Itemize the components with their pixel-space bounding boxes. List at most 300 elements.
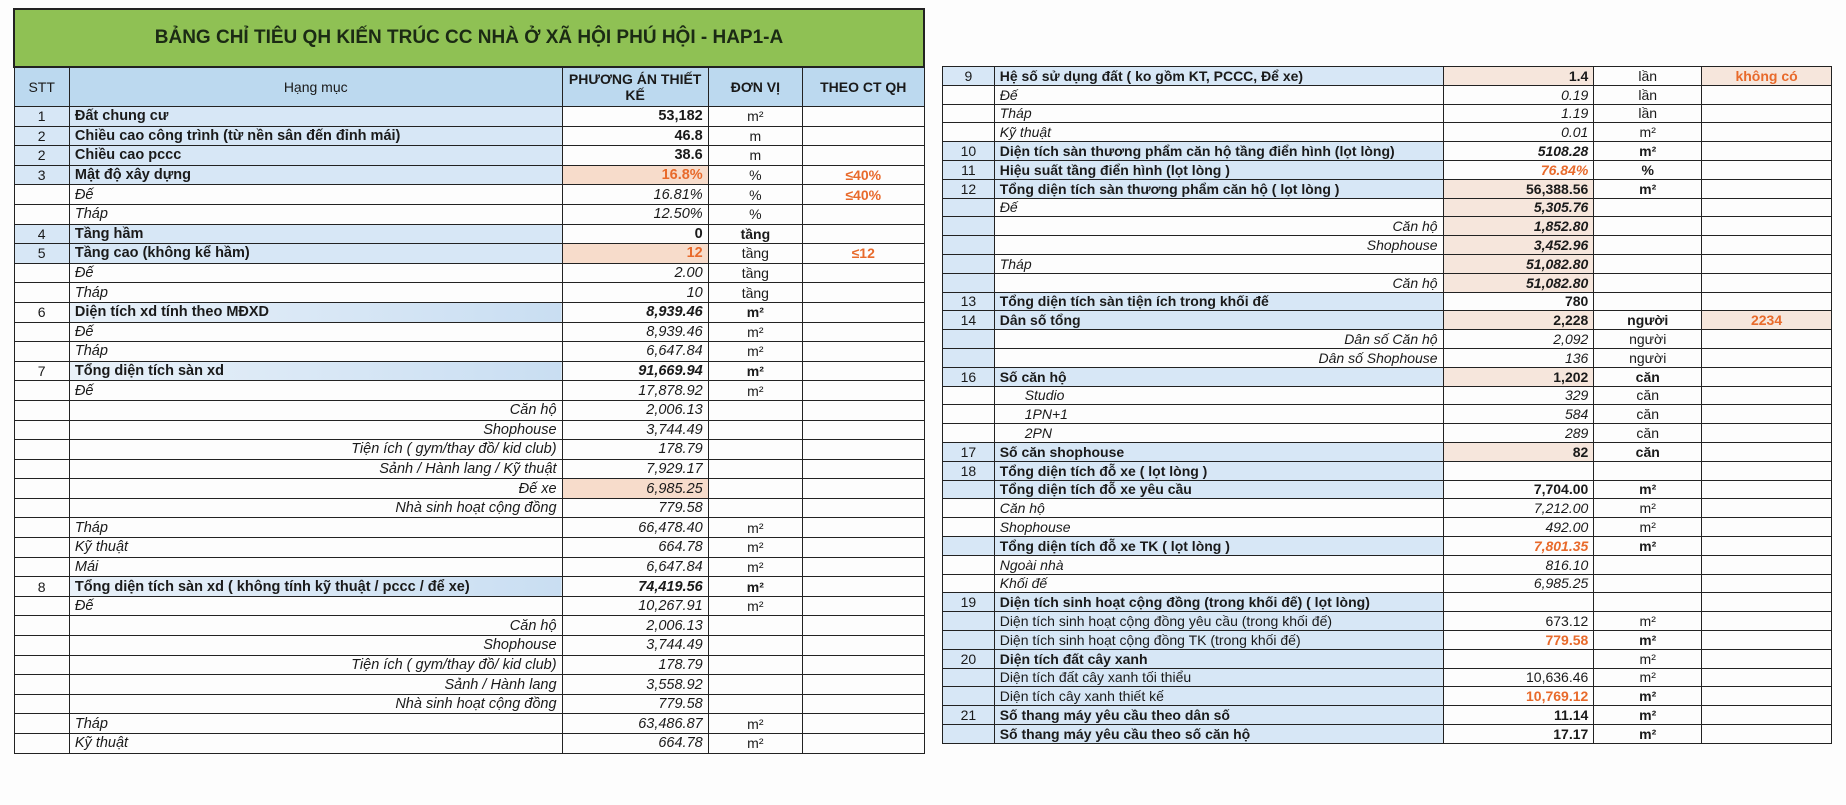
qh-cell bbox=[802, 479, 924, 499]
stt-cell: 3 bbox=[14, 165, 69, 185]
value-cell: 816.10 bbox=[1443, 555, 1594, 574]
unit-cell: m² bbox=[1594, 612, 1702, 631]
qh-cell bbox=[802, 498, 924, 518]
stt-cell bbox=[14, 440, 69, 460]
table-row bbox=[14, 361, 924, 381]
unit-cell: m² bbox=[708, 518, 802, 538]
unit-cell: m² bbox=[1594, 630, 1702, 649]
qh-cell bbox=[1702, 367, 1832, 386]
qh-cell bbox=[1702, 668, 1832, 687]
qh-cell bbox=[1702, 480, 1832, 499]
label-cell: Số căn shophouse bbox=[994, 442, 1443, 461]
value-cell: 10,267.91 bbox=[562, 596, 708, 616]
label-cell: Shophouse bbox=[69, 420, 562, 440]
qh-cell bbox=[802, 459, 924, 479]
table-row bbox=[14, 557, 924, 577]
value-cell: 289 bbox=[1443, 424, 1594, 443]
unit-cell: m² bbox=[708, 577, 802, 597]
label-cell: Studio bbox=[994, 386, 1443, 405]
value-cell: 63,486.87 bbox=[562, 714, 708, 734]
qh-cell bbox=[1702, 724, 1832, 743]
label-cell: Diện tích đất cây xanh tối thiểu bbox=[994, 668, 1443, 687]
qh-cell bbox=[802, 283, 924, 303]
stt-cell bbox=[943, 123, 995, 142]
stt-cell bbox=[943, 518, 995, 537]
unit-cell: người bbox=[1594, 348, 1702, 367]
qh-cell bbox=[802, 538, 924, 558]
table-row bbox=[943, 104, 1832, 123]
table-row bbox=[14, 459, 924, 479]
qh-cell bbox=[802, 342, 924, 362]
stt-cell bbox=[943, 273, 995, 292]
table-row bbox=[943, 292, 1832, 311]
stt-cell bbox=[14, 263, 69, 283]
unit-cell: m² bbox=[708, 107, 802, 127]
label-cell: Tổng diện tích sàn xd bbox=[69, 361, 562, 381]
label-cell: Số thang máy yêu cầu theo số căn hộ bbox=[994, 724, 1443, 743]
table-row bbox=[943, 612, 1832, 631]
header-stt: STT bbox=[14, 67, 69, 107]
unit-cell: m² bbox=[708, 557, 802, 577]
unit-cell: % bbox=[708, 165, 802, 185]
table-title: BẢNG CHỈ TIÊU QH KIẾN TRÚC CC NHÀ Ở XÃ HỘI PHÚ HỘI - HAP1-A bbox=[14, 9, 924, 67]
label-cell: Kỹ thuật bbox=[994, 123, 1443, 142]
stt-cell: 7 bbox=[14, 361, 69, 381]
label-cell: Chiều cao pccc bbox=[69, 146, 562, 166]
unit-cell: % bbox=[708, 204, 802, 224]
label-cell: Dân số Shophouse bbox=[994, 348, 1443, 367]
unit-cell bbox=[708, 479, 802, 499]
value-cell: 38.6 bbox=[562, 146, 708, 166]
label-cell: Diện tích cây xanh thiết kế bbox=[994, 687, 1443, 706]
label-cell: Tháp bbox=[69, 283, 562, 303]
qh-cell: 2234 bbox=[1702, 311, 1832, 330]
unit-cell: m² bbox=[708, 342, 802, 362]
table-row bbox=[943, 499, 1832, 518]
qh-cell: ≤40% bbox=[802, 165, 924, 185]
qh-cell bbox=[1702, 499, 1832, 518]
unit-cell: người bbox=[1594, 330, 1702, 349]
value-cell: 2,006.13 bbox=[562, 400, 708, 420]
stt-cell bbox=[14, 538, 69, 558]
label-cell: Căn hộ bbox=[69, 400, 562, 420]
table-row bbox=[14, 185, 924, 205]
unit-cell bbox=[708, 655, 802, 675]
table-row bbox=[14, 342, 924, 362]
stt-cell: 8 bbox=[14, 577, 69, 597]
header-hang-muc: Hạng mục bbox=[69, 67, 562, 107]
unit-cell: căn bbox=[1594, 442, 1702, 461]
table-row bbox=[943, 348, 1832, 367]
table-row bbox=[943, 536, 1832, 555]
table-row bbox=[943, 67, 1832, 86]
unit-cell: m² bbox=[1594, 123, 1702, 142]
table-row bbox=[14, 107, 924, 127]
stt-cell: 16 bbox=[943, 367, 995, 386]
value-cell: 76.84% bbox=[1443, 160, 1594, 179]
value-cell: 74,419.56 bbox=[562, 577, 708, 597]
unit-cell: lần bbox=[1594, 104, 1702, 123]
table-row bbox=[14, 204, 924, 224]
table-row bbox=[14, 577, 924, 597]
stt-cell: 10 bbox=[943, 142, 995, 161]
value-cell: 8,939.46 bbox=[562, 302, 708, 322]
stt-cell bbox=[943, 198, 995, 217]
qh-cell bbox=[1702, 461, 1832, 480]
qh-cell bbox=[802, 400, 924, 420]
stt-cell: 11 bbox=[943, 160, 995, 179]
value-cell: 7,704.00 bbox=[1443, 480, 1594, 499]
stt-cell: 2 bbox=[14, 126, 69, 146]
label-cell: Diện tích xd tính theo MĐXD bbox=[69, 302, 562, 322]
value-cell: 3,744.49 bbox=[562, 636, 708, 656]
value-cell: 664.78 bbox=[562, 538, 708, 558]
unit-cell bbox=[1594, 273, 1702, 292]
value-cell: 136 bbox=[1443, 348, 1594, 367]
unit-cell bbox=[1594, 292, 1702, 311]
table-row bbox=[943, 142, 1832, 161]
label-cell: Shophouse bbox=[994, 518, 1443, 537]
value-cell: 3,558.92 bbox=[562, 675, 708, 695]
label-cell: Tổng diện tích đỗ xe yêu cầu bbox=[994, 480, 1443, 499]
value-cell: 10,636.46 bbox=[1443, 668, 1594, 687]
table-row bbox=[14, 734, 924, 754]
value-cell: 11.14 bbox=[1443, 706, 1594, 725]
stt-cell: 1 bbox=[14, 107, 69, 127]
qh-cell bbox=[1702, 330, 1832, 349]
table-row bbox=[943, 160, 1832, 179]
qh-cell bbox=[1702, 612, 1832, 631]
stt-cell: 13 bbox=[943, 292, 995, 311]
table-row bbox=[14, 283, 924, 303]
value-cell: 46.8 bbox=[562, 126, 708, 146]
value-cell: 2.00 bbox=[562, 263, 708, 283]
label-cell: Căn hộ bbox=[994, 273, 1443, 292]
stt-cell bbox=[943, 480, 995, 499]
value-cell: 0.19 bbox=[1443, 85, 1594, 104]
qh-cell bbox=[1702, 386, 1832, 405]
value-cell bbox=[1443, 649, 1594, 668]
value-cell: 2,006.13 bbox=[562, 616, 708, 636]
table-row bbox=[14, 440, 924, 460]
label-cell: Diện tích sinh hoạt cộng đồng (trong khối đế) ( lọt lòng) bbox=[994, 593, 1443, 612]
stt-cell bbox=[14, 734, 69, 754]
unit-cell bbox=[1594, 461, 1702, 480]
label-cell: Hiệu suất tầng điển hình (lọt lòng ) bbox=[994, 160, 1443, 179]
table-row bbox=[14, 400, 924, 420]
qh-cell bbox=[802, 518, 924, 538]
stt-cell bbox=[14, 518, 69, 538]
stt-cell bbox=[14, 204, 69, 224]
label-cell: Diện tích sinh hoạt cộng đồng yêu cầu (trong khối đế) bbox=[994, 612, 1443, 631]
unit-cell: m² bbox=[708, 381, 802, 401]
value-cell: 17,878.92 bbox=[562, 381, 708, 401]
stt-cell bbox=[14, 694, 69, 714]
table-row bbox=[943, 687, 1832, 706]
value-cell: 329 bbox=[1443, 386, 1594, 405]
table-row bbox=[943, 217, 1832, 236]
table-row bbox=[943, 179, 1832, 198]
table-row bbox=[14, 224, 924, 244]
label-cell: Đế bbox=[69, 381, 562, 401]
label-cell: Tháp bbox=[994, 254, 1443, 273]
unit-cell bbox=[1594, 555, 1702, 574]
stt-cell bbox=[14, 655, 69, 675]
table-row bbox=[943, 198, 1832, 217]
table-row bbox=[14, 596, 924, 616]
table-row bbox=[14, 498, 924, 518]
value-cell: 56,388.56 bbox=[1443, 179, 1594, 198]
unit-cell bbox=[708, 420, 802, 440]
table-row bbox=[14, 381, 924, 401]
qh-cell bbox=[802, 224, 924, 244]
unit-cell bbox=[708, 694, 802, 714]
qh-cell bbox=[1702, 123, 1832, 142]
label-cell: Tổng diện tích sàn thương phẩm căn hộ ( lọt lòng ) bbox=[994, 179, 1443, 198]
qh-cell bbox=[802, 577, 924, 597]
value-cell: 16.81% bbox=[562, 185, 708, 205]
qh-cell bbox=[1702, 593, 1832, 612]
unit-cell: m² bbox=[1594, 687, 1702, 706]
stt-cell: 9 bbox=[943, 67, 995, 86]
table-row bbox=[14, 420, 924, 440]
table-row bbox=[943, 386, 1832, 405]
value-cell: 8,939.46 bbox=[562, 322, 708, 342]
value-cell: 6,647.84 bbox=[562, 342, 708, 362]
label-cell: Dân số tổng bbox=[994, 311, 1443, 330]
label-cell: Tiện ích ( gym/thay đồ/ kid club) bbox=[69, 655, 562, 675]
table-row bbox=[943, 273, 1832, 292]
stt-cell bbox=[943, 330, 995, 349]
table-row bbox=[943, 85, 1832, 104]
unit-cell bbox=[708, 616, 802, 636]
label-cell: Tháp bbox=[69, 518, 562, 538]
unit-cell: m² bbox=[1594, 480, 1702, 499]
unit-cell bbox=[1594, 236, 1702, 255]
table-row bbox=[943, 461, 1832, 480]
stt-cell bbox=[14, 675, 69, 695]
value-cell: 178.79 bbox=[562, 440, 708, 460]
stt-cell bbox=[14, 459, 69, 479]
label-cell: Hệ số sử dụng đất ( ko gồm KT, PCCC, Để xe) bbox=[994, 67, 1443, 86]
table-row bbox=[14, 322, 924, 342]
table-row bbox=[943, 424, 1832, 443]
value-cell: 7,801.35 bbox=[1443, 536, 1594, 555]
unit-cell: m² bbox=[1594, 536, 1702, 555]
qh-cell bbox=[802, 146, 924, 166]
label-cell: Khối đế bbox=[994, 574, 1443, 593]
stt-cell: 12 bbox=[943, 179, 995, 198]
qh-cell bbox=[1702, 574, 1832, 593]
label-cell: Diện tích sinh hoạt cộng đồng TK (trong khối đế) bbox=[994, 630, 1443, 649]
label-cell: Đế bbox=[69, 185, 562, 205]
qh-cell bbox=[1702, 442, 1832, 461]
table-row bbox=[943, 630, 1832, 649]
unit-cell bbox=[708, 459, 802, 479]
stt-cell bbox=[943, 555, 995, 574]
table-row bbox=[14, 636, 924, 656]
stt-cell: 17 bbox=[943, 442, 995, 461]
stt-cell bbox=[14, 616, 69, 636]
qh-cell: ≤40% bbox=[802, 185, 924, 205]
table-row bbox=[14, 694, 924, 714]
stt-cell: 19 bbox=[943, 593, 995, 612]
stt-cell bbox=[14, 400, 69, 420]
qh-cell bbox=[1702, 179, 1832, 198]
table-row bbox=[943, 649, 1832, 668]
label-cell: Diện tích sàn thương phẩm căn hộ tầng điển hình (lọt lòng) bbox=[994, 142, 1443, 161]
value-cell: 673.12 bbox=[1443, 612, 1594, 631]
unit-cell: căn bbox=[1594, 367, 1702, 386]
stt-cell bbox=[943, 104, 995, 123]
value-cell: 6,647.84 bbox=[562, 557, 708, 577]
stt-cell bbox=[943, 574, 995, 593]
value-cell: 12 bbox=[562, 244, 708, 264]
label-cell: Kỹ thuật bbox=[69, 538, 562, 558]
stt-cell bbox=[14, 557, 69, 577]
unit-cell: m² bbox=[1594, 706, 1702, 725]
value-cell: 6,985.25 bbox=[562, 479, 708, 499]
stt-cell: 14 bbox=[943, 311, 995, 330]
value-cell: 51,082.80 bbox=[1443, 273, 1594, 292]
stt-cell: 5 bbox=[14, 244, 69, 264]
stt-cell bbox=[943, 405, 995, 424]
table-row bbox=[14, 302, 924, 322]
unit-cell bbox=[1594, 198, 1702, 217]
qh-cell bbox=[1702, 518, 1832, 537]
qh-cell bbox=[802, 694, 924, 714]
stt-cell bbox=[943, 217, 995, 236]
table-row bbox=[14, 616, 924, 636]
label-cell: Tầng cao (không kể hầm) bbox=[69, 244, 562, 264]
value-cell: 51,082.80 bbox=[1443, 254, 1594, 273]
label-cell: Đế bbox=[69, 322, 562, 342]
value-cell: 82 bbox=[1443, 442, 1594, 461]
label-cell: Ngoài nhà bbox=[994, 555, 1443, 574]
unit-cell: căn bbox=[1594, 386, 1702, 405]
value-cell: 12.50% bbox=[562, 204, 708, 224]
stt-cell bbox=[943, 236, 995, 255]
unit-cell: m bbox=[708, 126, 802, 146]
qh-cell bbox=[1702, 198, 1832, 217]
value-cell: 0.01 bbox=[1443, 123, 1594, 142]
value-cell bbox=[1443, 461, 1594, 480]
unit-cell bbox=[708, 636, 802, 656]
qh-cell bbox=[802, 420, 924, 440]
stt-cell bbox=[14, 498, 69, 518]
value-cell: 1,202 bbox=[1443, 367, 1594, 386]
stt-cell bbox=[943, 687, 995, 706]
label-cell: Sảnh / Hành lang / Kỹ thuật bbox=[69, 459, 562, 479]
value-cell: 3,744.49 bbox=[562, 420, 708, 440]
stt-cell bbox=[943, 612, 995, 631]
qh-cell bbox=[1702, 273, 1832, 292]
unit-cell: % bbox=[708, 185, 802, 205]
label-cell: Tiện ích ( gym/thay đồ/ kid club) bbox=[69, 440, 562, 460]
qh-cell bbox=[1702, 348, 1832, 367]
qh-cell bbox=[802, 263, 924, 283]
table-row bbox=[943, 442, 1832, 461]
unit-cell: tầng bbox=[708, 263, 802, 283]
stt-cell bbox=[14, 342, 69, 362]
qh-cell bbox=[1702, 160, 1832, 179]
right-table bbox=[942, 66, 1832, 744]
qh-cell bbox=[802, 322, 924, 342]
stt-cell bbox=[943, 348, 995, 367]
stt-cell: 6 bbox=[14, 302, 69, 322]
unit-cell: m² bbox=[708, 734, 802, 754]
qh-cell bbox=[1702, 142, 1832, 161]
qh-cell bbox=[802, 734, 924, 754]
unit-cell: % bbox=[1594, 160, 1702, 179]
stt-cell: 2 bbox=[14, 146, 69, 166]
qh-cell bbox=[1702, 236, 1832, 255]
qh-cell bbox=[1702, 254, 1832, 273]
unit-cell bbox=[1594, 254, 1702, 273]
qh-cell bbox=[1702, 217, 1832, 236]
table-row bbox=[14, 538, 924, 558]
value-cell: 779.58 bbox=[1443, 630, 1594, 649]
qh-cell bbox=[802, 616, 924, 636]
value-cell: 2,228 bbox=[1443, 311, 1594, 330]
stt-cell bbox=[943, 254, 995, 273]
unit-cell bbox=[708, 675, 802, 695]
unit-cell bbox=[1594, 593, 1702, 612]
label-cell: Đất chung cư bbox=[69, 107, 562, 127]
label-cell: Tổng diện tích đỗ xe ( lọt lòng ) bbox=[994, 461, 1443, 480]
value-cell: 10 bbox=[562, 283, 708, 303]
table-row bbox=[943, 236, 1832, 255]
table-row bbox=[943, 724, 1832, 743]
value-cell: 5108.28 bbox=[1443, 142, 1594, 161]
label-cell: Tháp bbox=[69, 342, 562, 362]
table-row bbox=[943, 311, 1832, 330]
qh-cell bbox=[1702, 649, 1832, 668]
table-row bbox=[14, 244, 924, 264]
unit-cell bbox=[708, 400, 802, 420]
table-row bbox=[943, 668, 1832, 687]
label-cell: 2PN bbox=[994, 424, 1443, 443]
table-row bbox=[14, 165, 924, 185]
value-cell: 7,929.17 bbox=[562, 459, 708, 479]
table-row bbox=[943, 555, 1832, 574]
table-row bbox=[14, 479, 924, 499]
unit-cell: m² bbox=[708, 596, 802, 616]
label-cell: Căn hộ bbox=[994, 217, 1443, 236]
unit-cell: m² bbox=[1594, 142, 1702, 161]
qh-cell bbox=[1702, 630, 1832, 649]
unit-cell: m² bbox=[708, 361, 802, 381]
stt-cell: 20 bbox=[943, 649, 995, 668]
label-cell: Tổng diện tích đỗ xe TK ( lọt lòng ) bbox=[994, 536, 1443, 555]
qh-cell bbox=[1702, 292, 1832, 311]
stt-cell bbox=[14, 636, 69, 656]
label-cell: Tổng diện tích sàn tiện ích trong khối đế bbox=[994, 292, 1443, 311]
qh-cell bbox=[802, 714, 924, 734]
unit-cell: tầng bbox=[708, 244, 802, 264]
header-don-vi: ĐƠN VỊ bbox=[708, 67, 802, 107]
value-cell bbox=[1443, 593, 1594, 612]
stt-cell bbox=[14, 479, 69, 499]
unit-cell: tầng bbox=[708, 224, 802, 244]
unit-cell: căn bbox=[1594, 405, 1702, 424]
value-cell: 16.8% bbox=[562, 165, 708, 185]
unit-cell: lần bbox=[1594, 67, 1702, 86]
label-cell: Sảnh / Hành lang bbox=[69, 675, 562, 695]
qh-cell bbox=[802, 557, 924, 577]
table-row bbox=[943, 574, 1832, 593]
unit-cell: m² bbox=[1594, 179, 1702, 198]
